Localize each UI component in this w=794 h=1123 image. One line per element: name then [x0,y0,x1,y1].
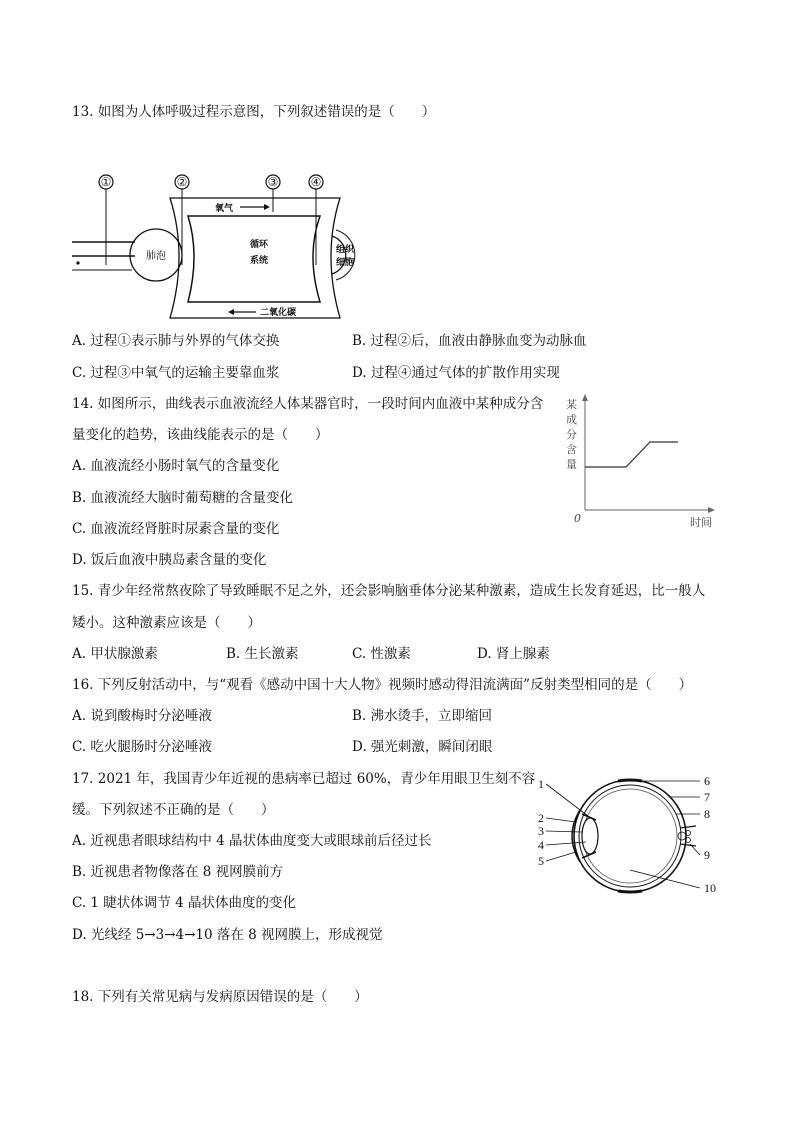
eye-label-1: 1 [538,777,544,791]
q15-option-a[interactable]: A. 甲状腺激素 [72,646,158,662]
eye-label-3: 3 [538,824,544,838]
concentration-graph [560,392,720,532]
q13-option-b[interactable]: B. 过程②后，血液由静脉血变为动脉血 [352,333,587,349]
svg-text:③: ③ [267,175,279,189]
graph-ylabel-1: 成 [566,413,577,426]
eye-label-10: 10 [704,881,716,895]
q15-stem-line2: 矮小。这种激素应该是（ ） [72,615,261,631]
eye-label-5: 5 [538,854,544,868]
q16-option-c[interactable]: C. 吃火腿肠时分泌唾液 [72,739,212,755]
q16-option-b[interactable]: B. 沸水烫手，立即缩回 [352,708,493,724]
graph-ylabel-4: 量 [566,458,577,471]
eye-label-2: 2 [538,811,544,825]
q15-option-b[interactable]: B. 生长激素 [226,646,299,662]
q17-stem-line2: 缓。下列叙述不正确的是（ ） [72,802,275,818]
q17-option-b[interactable]: B. 近视患者物像落在 8 视网膜前方 [72,864,284,880]
eyeball-diagram [530,770,730,900]
q16-option-d[interactable]: D. 强光刺激，瞬间闭眼 [352,739,493,755]
q13-option-c[interactable]: C. 过程③中氧气的运输主要靠血浆 [72,365,280,381]
alveolus-label: 肺泡 [146,251,166,262]
circulation-label-1: 循环 [250,240,269,250]
tissue-label-2: 细胞 [336,258,355,268]
q17-stem-line1: 17. 2021 年，我国青少年近视的患病率已超过 60%，青少年用眼卫生刻不容 [72,771,536,787]
eye-label-4: 4 [538,838,544,852]
q15-stem-line1: 15. 青少年经常熬夜除了导致睡眠不足之外，还会影响脑垂体分泌某种激素，造成生长发育延迟，比一般人 [72,583,706,599]
marker-1 [99,175,113,265]
q17-option-d[interactable]: D. 光线经 5→3→4→10 落在 8 视网膜上，形成视觉 [72,927,383,943]
q17-option-c[interactable]: C. 1 睫状体调节 4 晶状体曲度的变化 [72,895,296,911]
q16-option-a[interactable]: A. 说到酸梅时分泌唾液 [72,708,212,724]
graph-xlabel: 时间 [690,516,712,529]
tissue-label-1: 组织 [336,245,355,255]
q13-option-d[interactable]: D. 过程④通过气体的扩散作用实现 [352,365,560,381]
q14-stem-line1: 14. 如图所示，曲线表示血液流经人体某器官时，一段时间内血液中某种成分含 [72,396,544,412]
graph-curve [585,442,678,467]
q18-stem: 18. 下列有关常见病与发病原因错误的是（ ） [72,989,368,1005]
q15-option-c[interactable]: C. 性激素 [352,646,411,662]
eye-label-8: 8 [704,807,710,821]
q14-option-a[interactable]: A. 血液流经小肠时氧气的含量变化 [72,458,280,474]
eye-label-7: 7 [704,790,710,804]
eye-label-6: 6 [704,774,710,788]
graph-ylabel-0: 某 [566,398,577,411]
q14-option-b[interactable]: B. 血液流经大脑时葡萄糖的含量变化 [72,490,294,506]
q16-stem: 16. 下列反射活动中，与“观看《感动中国十大人物》视频时感动得泪流满面”反射类型相同的是（ ） [72,677,693,693]
svg-text:④: ④ [310,175,322,189]
q17-option-a[interactable]: A. 近视患者眼球结构中 4 晶状体曲度变大或眼球前后径过长 [72,833,432,849]
eye-label-9: 9 [704,848,710,862]
svg-text:①: ① [100,175,112,189]
q14-option-d[interactable]: D. 饭后血液中胰岛素含量的变化 [72,552,267,568]
q14-option-c[interactable]: C. 血液流经肾脏时尿素含量的变化 [72,521,280,537]
respiration-diagram [70,170,370,320]
graph-ylabel-2: 分 [566,428,577,441]
oxygen-label: 氧气 [215,204,234,214]
svg-text:②: ② [176,175,188,189]
circulation-label-2: 系统 [250,256,269,266]
q13-stem: 13. 如图为人体呼吸过程示意图，下列叙述错误的是（ ） [72,104,436,120]
q15-option-d[interactable]: D. 肾上腺素 [477,646,550,662]
graph-origin: 0 [574,512,581,525]
q13-option-a[interactable]: A. 过程①表示肺与外界的气体交换 [72,333,280,349]
graph-ylabel-3: 含 [566,443,577,456]
marker-4 [309,175,323,265]
q14-stem-line2: 量变化的趋势，该曲线能表示的是（ ） [72,427,329,443]
co2-label: 二氧化碳 [260,308,297,318]
